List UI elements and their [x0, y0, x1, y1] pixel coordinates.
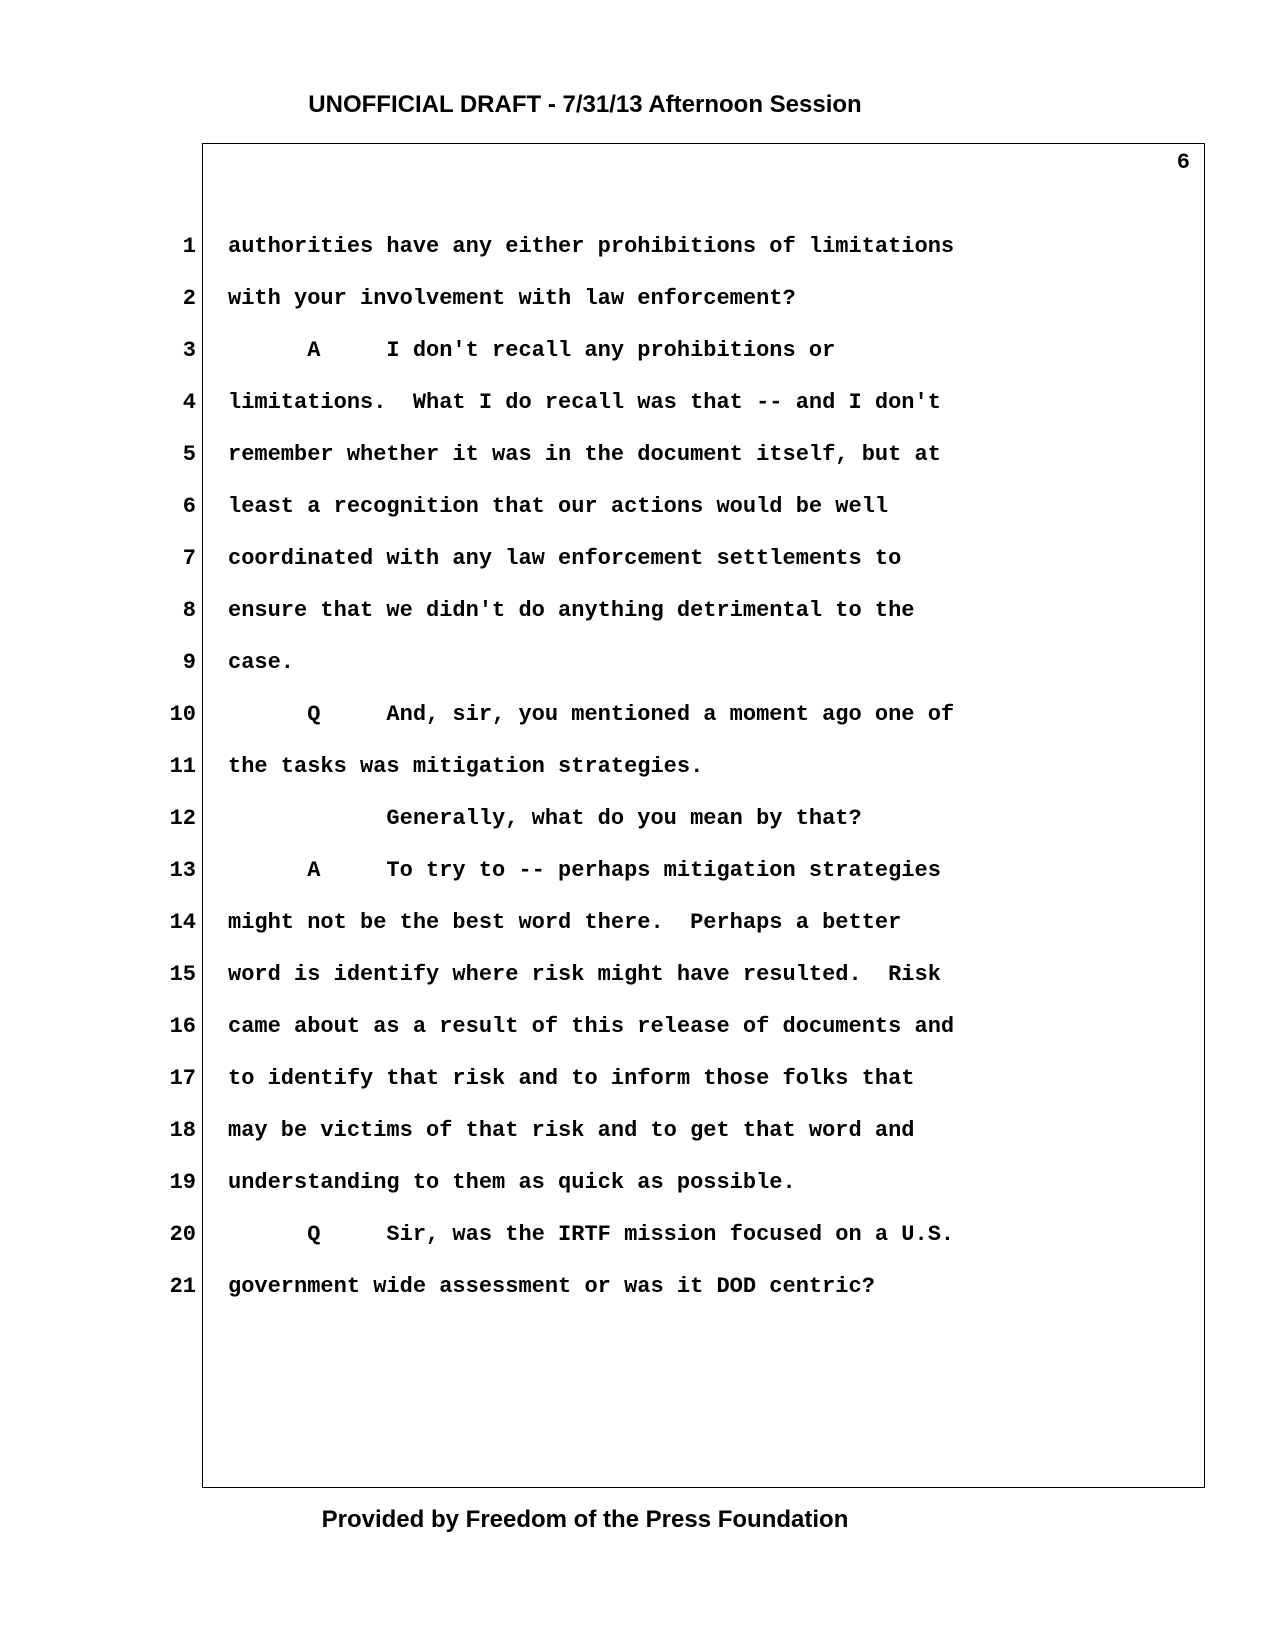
line-text: may be victims of that risk and to get that word and [228, 1118, 915, 1143]
page-number: 6 [1176, 150, 1190, 175]
line-text: understanding to them as quick as possible. [228, 1170, 796, 1195]
transcript-line [140, 1014, 1200, 1066]
line-number: 5 [182, 442, 196, 467]
transcript-line [140, 234, 1200, 286]
transcript-line [140, 1274, 1200, 1326]
line-number: 12 [169, 806, 196, 831]
transcript-line [140, 1066, 1200, 1118]
transcript-lines [140, 234, 1200, 1326]
line-text: with your involvement with law enforcement? [228, 286, 796, 311]
line-text: A To try to -- perhaps mitigation strategies [228, 858, 941, 883]
line-text: coordinated with any law enforcement settlements to [228, 546, 902, 571]
line-number: 11 [169, 754, 196, 779]
transcript-line [140, 702, 1200, 754]
line-number: 10 [169, 702, 196, 727]
line-text: to identify that risk and to inform those folks that [228, 1066, 915, 1091]
transcript-line [140, 1118, 1200, 1170]
transcript-line [140, 754, 1200, 806]
line-text: A I don't recall any prohibitions or [228, 338, 836, 363]
transcript-line [140, 650, 1200, 702]
line-number: 13 [169, 858, 196, 883]
transcript-line [140, 442, 1200, 494]
line-text: least a recognition that our actions would be well [228, 494, 889, 519]
line-number: 17 [169, 1066, 196, 1091]
transcript-line [140, 962, 1200, 1014]
line-text: might not be the best word there. Perhaps a better [228, 910, 902, 935]
line-number: 6 [182, 494, 196, 519]
line-text: ensure that we didn't do anything detrimental to the [228, 598, 915, 623]
document-footer: Provided by Freedom of the Press Foundation [321, 1506, 849, 1533]
line-number: 3 [182, 338, 196, 363]
line-number: 4 [182, 390, 196, 415]
line-number: 15 [169, 962, 196, 987]
line-text: Generally, what do you mean by that? [228, 806, 862, 831]
line-number: 7 [182, 546, 196, 571]
line-number: 2 [182, 286, 196, 311]
line-text: came about as a result of this release of documents and [228, 1014, 955, 1039]
line-number: 21 [169, 1274, 196, 1299]
line-number: 9 [182, 650, 196, 675]
transcript-line [140, 910, 1200, 962]
line-text: government wide assessment or was it DOD centric? [228, 1274, 875, 1299]
line-text: limitations. What I do recall was that -- and I don't [228, 390, 941, 415]
line-text: Q And, sir, you mentioned a moment ago one of [228, 702, 955, 727]
line-number: 16 [169, 1014, 196, 1039]
line-number: 1 [182, 234, 196, 259]
line-text: remember whether it was in the document itself, but at [228, 442, 941, 467]
transcript-line [140, 286, 1200, 338]
document-header: UNOFFICIAL DRAFT - 7/31/13 Afternoon Session [308, 91, 862, 118]
transcript-line [140, 598, 1200, 650]
transcript-line [140, 1170, 1200, 1222]
line-number: 18 [169, 1118, 196, 1143]
transcript-line [140, 1222, 1200, 1274]
transcript-line [140, 494, 1200, 546]
line-text: authorities have any either prohibitions of limitations [228, 234, 955, 259]
line-number: 14 [169, 910, 196, 935]
line-number: 20 [169, 1222, 196, 1247]
transcript-line [140, 338, 1200, 390]
transcript-line [140, 546, 1200, 598]
line-number: 8 [182, 598, 196, 623]
line-number: 19 [169, 1170, 196, 1195]
line-text: the tasks was mitigation strategies. [228, 754, 704, 779]
transcript-line [140, 858, 1200, 910]
line-text: Q Sir, was the IRTF mission focused on a U.S. [228, 1222, 955, 1247]
line-text: case. [228, 650, 295, 675]
transcript-line [140, 806, 1200, 858]
line-text: word is identify where risk might have resulted. Risk [228, 962, 941, 987]
transcript-line [140, 390, 1200, 442]
